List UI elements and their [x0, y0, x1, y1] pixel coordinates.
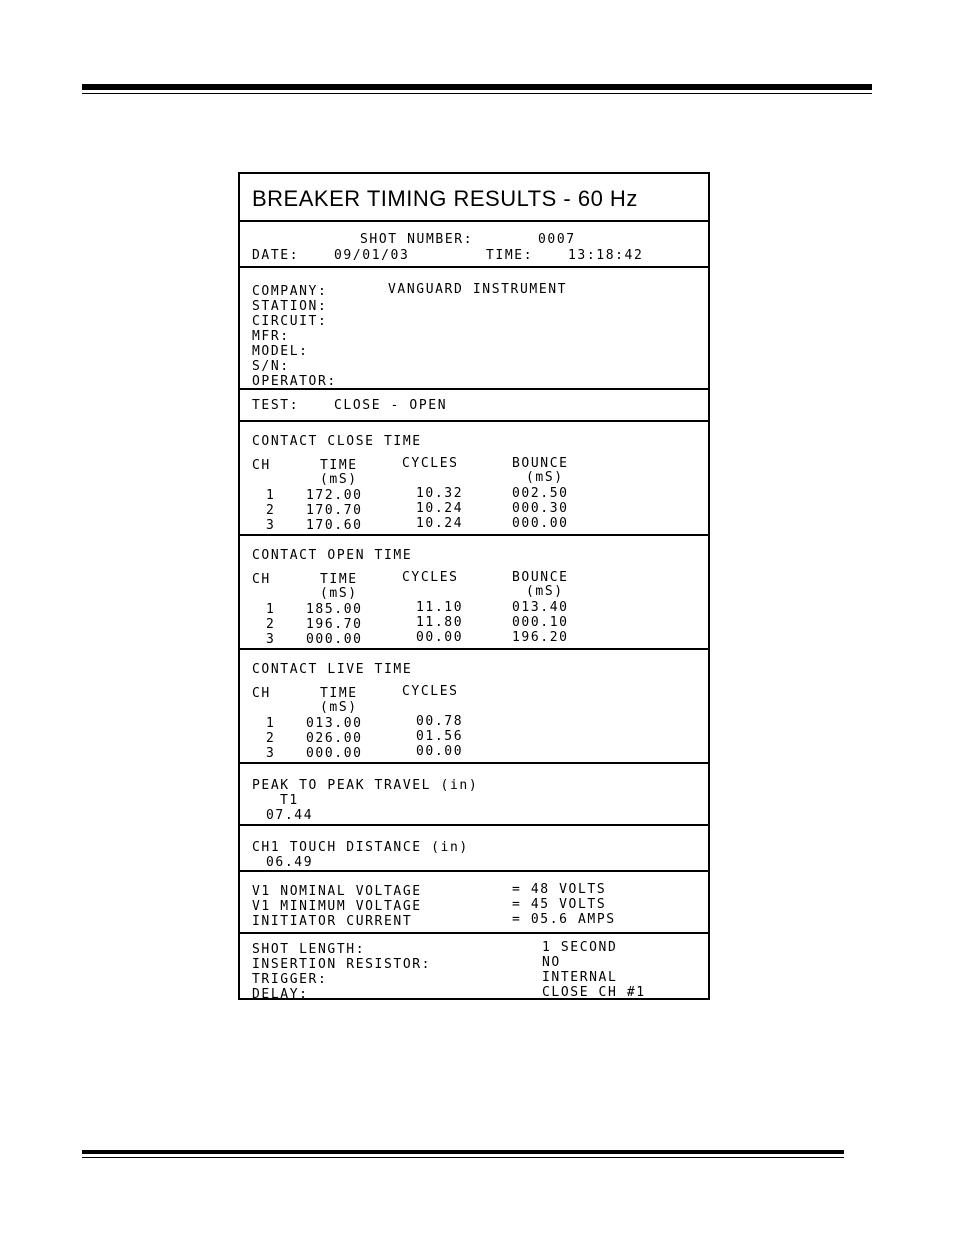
minimum-voltage-label: V1 MINIMUM VOLTAGE — [252, 899, 422, 914]
close-row-2-cycles: 10.24 — [416, 501, 464, 516]
open-row-2-ch: 2 — [266, 617, 276, 632]
voltage-section — [240, 870, 708, 933]
date-value: 09/01/03 — [334, 248, 410, 263]
live-time-section — [240, 648, 708, 763]
open-row-2-bounce: 000.10 — [512, 615, 569, 630]
close-row-1-cycles: 10.32 — [416, 486, 464, 501]
time-value: 13:18:42 — [568, 248, 644, 263]
open-row-1-ch: 1 — [266, 602, 276, 617]
open-row-2-time: 196.70 — [306, 617, 363, 632]
insertion-resistor-value: NO — [542, 955, 561, 970]
close-col-ch: CH — [252, 458, 271, 473]
open-row-3-cycles: 00.00 — [416, 630, 464, 645]
close-unit-bounce: (mS) — [526, 470, 564, 485]
live-row-2-ch: 2 — [266, 731, 276, 746]
date-label: DATE: — [252, 248, 300, 263]
open-time-heading: CONTACT OPEN TIME — [252, 548, 413, 563]
open-row-1-bounce: 013.40 — [512, 600, 569, 615]
shot-length-label: SHOT LENGTH: — [252, 942, 366, 957]
nominal-voltage-value: = 48 VOLTS — [512, 882, 607, 897]
operator-label: OPERATOR: — [252, 374, 337, 389]
test-label: TEST: — [252, 398, 300, 413]
close-unit-time: (mS) — [320, 472, 358, 487]
title-section — [240, 174, 708, 222]
nominal-voltage-label: V1 NOMINAL VOLTAGE — [252, 884, 422, 899]
live-col-time: TIME — [320, 686, 358, 701]
open-row-3-bounce: 196.20 — [512, 630, 569, 645]
close-col-cycles: CYCLES — [402, 456, 459, 471]
shot-number-value: 0007 — [538, 232, 576, 247]
touch-section — [240, 824, 708, 871]
close-row-3-ch: 3 — [266, 518, 276, 533]
delay-label: DELAY: — [252, 987, 309, 1002]
mfr-label: MFR: — [252, 329, 290, 344]
header-rule-thin — [82, 93, 872, 94]
live-row-1-ch: 1 — [266, 716, 276, 731]
close-time-heading: CONTACT CLOSE TIME — [252, 434, 422, 449]
travel-heading: PEAK TO PEAK TRAVEL (in) — [252, 778, 479, 793]
settings-section — [240, 932, 708, 1002]
close-row-3-bounce: 000.00 — [512, 516, 569, 531]
footer-rule-thin — [82, 1157, 844, 1158]
insertion-resistor-label: INSERTION RESISTOR: — [252, 957, 432, 972]
model-label: MODEL: — [252, 344, 309, 359]
open-row-3-ch: 3 — [266, 632, 276, 647]
close-row-3-time: 170.60 — [306, 518, 363, 533]
shot-length-value: 1 SECOND — [542, 940, 618, 955]
travel-t1-label: T1 — [280, 793, 299, 808]
delay-value: CLOSE CH #1 — [542, 985, 646, 1000]
open-row-2-cycles: 11.80 — [416, 615, 464, 630]
close-time-section — [240, 420, 708, 535]
live-unit-time: (mS) — [320, 700, 358, 715]
open-row-3-time: 000.00 — [306, 632, 363, 647]
initiator-current-label: INITIATOR CURRENT — [252, 914, 413, 929]
open-row-1-cycles: 11.10 — [416, 600, 464, 615]
live-time-heading: CONTACT LIVE TIME — [252, 662, 413, 677]
open-row-1-time: 185.00 — [306, 602, 363, 617]
shot-section — [240, 220, 708, 268]
report-title: BREAKER TIMING RESULTS - 60 Hz — [252, 186, 638, 211]
close-row-1-ch: 1 — [266, 488, 276, 503]
travel-t1-value: 07.44 — [266, 808, 314, 823]
live-row-1-time: 013.00 — [306, 716, 363, 731]
close-row-2-bounce: 000.30 — [512, 501, 569, 516]
live-row-3-cycles: 00.00 — [416, 744, 464, 759]
close-col-time: TIME — [320, 458, 358, 473]
initiator-current-value: = 05.6 AMPS — [512, 912, 616, 927]
open-unit-bounce: (mS) — [526, 584, 564, 599]
close-row-3-cycles: 10.24 — [416, 516, 464, 531]
test-section — [240, 388, 708, 420]
live-col-cycles: CYCLES — [402, 684, 459, 699]
live-row-2-cycles: 01.56 — [416, 729, 464, 744]
header-rule-thick — [82, 84, 872, 90]
breaker-timing-printout — [238, 172, 710, 1000]
travel-section — [240, 762, 708, 825]
open-col-ch: CH — [252, 572, 271, 587]
live-row-3-ch: 3 — [266, 746, 276, 761]
shot-number-label: SHOT NUMBER: — [360, 232, 474, 247]
company-label: COMPANY: — [252, 284, 328, 299]
close-row-1-bounce: 002.50 — [512, 486, 569, 501]
trigger-label: TRIGGER: — [252, 972, 328, 987]
live-row-2-time: 026.00 — [306, 731, 363, 746]
test-value: CLOSE - OPEN — [334, 398, 448, 413]
minimum-voltage-value: = 45 VOLTS — [512, 897, 607, 912]
footer-rule-thick — [82, 1150, 844, 1154]
company-value: VANGUARD INSTRUMENT — [388, 282, 568, 297]
close-row-1-time: 172.00 — [306, 488, 363, 503]
live-col-ch: CH — [252, 686, 271, 701]
open-unit-time: (mS) — [320, 586, 358, 601]
time-label: TIME: — [486, 248, 534, 263]
touch-heading: CH1 TOUCH DISTANCE (in) — [252, 840, 469, 855]
open-col-cycles: CYCLES — [402, 570, 459, 585]
open-col-bounce: BOUNCE — [512, 570, 569, 585]
live-row-1-cycles: 00.78 — [416, 714, 464, 729]
trigger-value: INTERNAL — [542, 970, 618, 985]
close-col-bounce: BOUNCE — [512, 456, 569, 471]
serial-label: S/N: — [252, 359, 290, 374]
info-section — [240, 266, 708, 388]
touch-value: 06.49 — [266, 855, 314, 870]
open-col-time: TIME — [320, 572, 358, 587]
station-label: STATION: — [252, 299, 328, 314]
close-row-2-time: 170.70 — [306, 503, 363, 518]
live-row-3-time: 000.00 — [306, 746, 363, 761]
open-time-section — [240, 534, 708, 649]
circuit-label: CIRCUIT: — [252, 314, 328, 329]
close-row-2-ch: 2 — [266, 503, 276, 518]
